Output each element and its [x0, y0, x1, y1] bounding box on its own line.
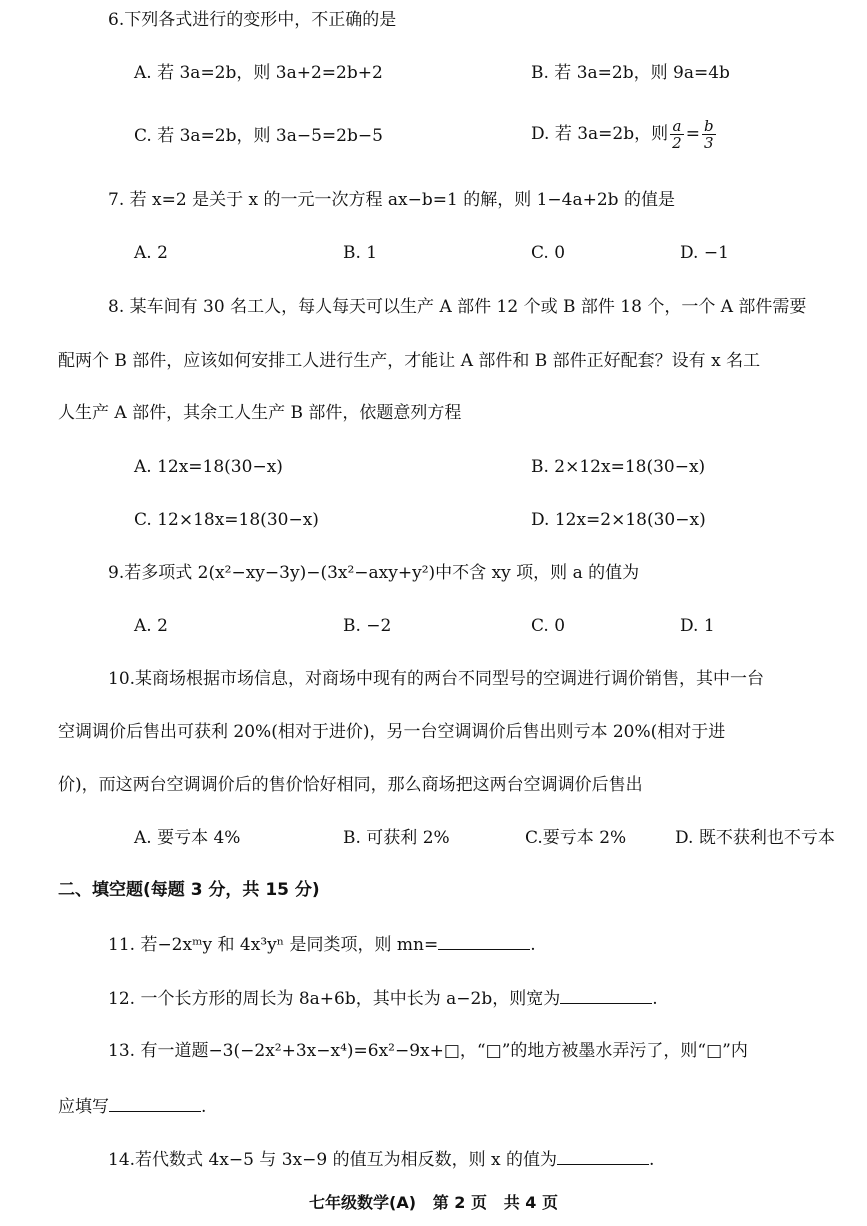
q7-option-d: D. −1: [680, 243, 729, 263]
q10-option-c: C.要亏本 2%: [525, 828, 627, 848]
q13-end: .: [201, 1097, 207, 1117]
q12-stem: 12. 一个长方形的周长为 8a+6b，其中长为 a−2b，则宽为: [108, 989, 561, 1009]
q9-option-b: B. −2: [343, 616, 392, 636]
q14-end: .: [648, 1150, 655, 1170]
q6-option-a: A. 若 3a=2b，则 3a+2=2b+2: [134, 63, 383, 83]
q8-line-2: 配两个 B 部件，应该如何安排工人进行生产，才能让 A 部件和 B 部件正好配套？设有 x 名工: [58, 351, 761, 371]
answer-blank[interactable]: [438, 931, 530, 950]
q6-option-d-prefix: D. 若 3a=2b，则: [531, 124, 669, 144]
q10-option-a: A. 要亏本 4%: [134, 828, 241, 848]
q11: [108, 931, 536, 957]
q10-option-b: B. 可获利 2%: [343, 828, 450, 848]
q8-option-a: A. 12x=18(30−x): [134, 457, 283, 477]
q7-option-c: C. 0: [531, 243, 566, 263]
q9-option-c: C. 0: [531, 616, 566, 636]
equals-sign: =: [685, 124, 700, 144]
page-footer: 七年级数学(A) 第 2 页 共 4 页: [309, 1193, 558, 1212]
fraction-denominator: 3: [703, 134, 714, 152]
q12: [108, 985, 658, 1011]
answer-blank[interactable]: [557, 1146, 649, 1165]
fraction: [670, 118, 684, 151]
answer-blank[interactable]: [560, 985, 652, 1004]
q7-option-a: A. 2: [134, 243, 168, 263]
fraction-numerator: b: [703, 117, 714, 135]
q11-end: .: [530, 935, 536, 955]
q8-option-d: D. 12x=2×18(30−x): [531, 510, 706, 530]
q14-stem: 14.若代数式 4x−5 与 3x−9 的值互为相反数，则 x 的值为: [108, 1150, 557, 1170]
q6-option-d: [531, 118, 718, 151]
fraction-numerator: a: [670, 118, 684, 135]
q7-stem: 7. 若 x=2 是关于 x 的一元一次方程 ax−b=1 的解，则 1−4a+2b 的值是: [108, 190, 675, 210]
q6-stem: 6.下列各式进行的变形中，不正确的是: [108, 10, 397, 30]
q13-line-1: 13. 有一道题−3(−2x²+3x−x⁴)=6x²−9x+□，“□”的地方被墨水弄污了，则“□”内: [108, 1041, 748, 1061]
q6-option-b: B. 若 3a=2b，则 9a=4b: [531, 63, 730, 83]
q6-option-c: C. 若 3a=2b，则 3a−5=2b−5: [134, 126, 383, 146]
q9-option-a: A. 2: [134, 616, 168, 636]
q12-end: .: [652, 989, 658, 1009]
q13-line-2: [58, 1093, 206, 1119]
q8-option-c: C. 12×18x=18(30−x): [134, 510, 319, 530]
q14: [108, 1146, 654, 1172]
q13-line-2-text: 应填写: [58, 1097, 109, 1117]
q10-option-d: D. 既不获利也不亏本: [675, 828, 835, 848]
q11-stem: 11. 若−2xᵐy 和 4x³yⁿ 是同类项，则 mn=: [108, 935, 439, 955]
q9-option-d: D. 1: [680, 616, 715, 636]
q9-stem: 9.若多项式 2(x²−xy−3y)−(3x²−axy+y²)中不含 xy 项，则 a 的值为: [108, 563, 640, 583]
q10-line-1: 10.某商场根据市场信息，对商场中现有的两台不同型号的空调进行调价销售，其中一台: [108, 669, 765, 689]
q10-line-3: 价)，而这两台空调调价后的售价恰好相同，那么商场把这两台空调调价后售出: [58, 775, 643, 795]
q8-line-3: 人生产 A 部件，其余工人生产 B 部件，依题意列方程: [58, 403, 462, 423]
answer-blank[interactable]: [109, 1093, 201, 1112]
section-fill-in-title: 二、填空题(每题 3 分，共 15 分): [58, 880, 320, 900]
q7-option-b: B. 1: [343, 243, 378, 263]
q8-option-b: B. 2×12x=18(30−x): [531, 457, 706, 477]
fraction: [702, 118, 716, 151]
fraction-denominator: 2: [672, 134, 682, 152]
q10-line-2: 空调调价后售出可获利 20%(相对于进价)，另一台空调调价后售出则亏本 20%(相对于进: [58, 722, 726, 742]
q8-line-1: 8. 某车间有 30 名工人，每人每天可以生产 A 部件 12 个或 B 部件 18 个，一个 A 部件需要: [108, 297, 807, 317]
